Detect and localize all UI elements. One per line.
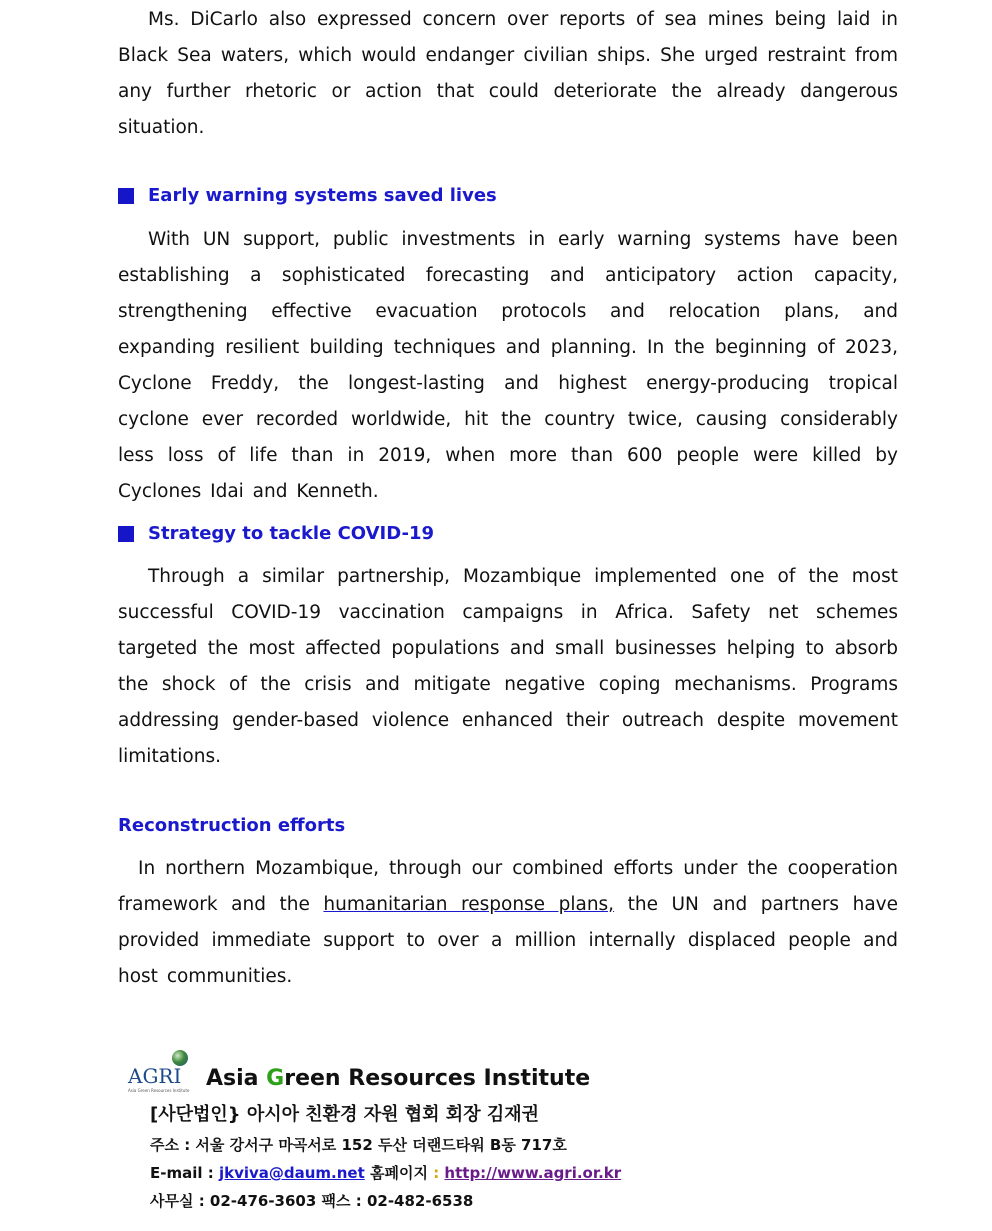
- email-label: E-mail :: [150, 1164, 219, 1182]
- address: 주소 : 서울 강서구 마곡서로 152 두산 더랜드타워 B동 717호: [150, 1136, 567, 1154]
- heading-text: Reconstruction efforts: [118, 815, 346, 836]
- section-heading-early-warning: [118, 185, 497, 206]
- section-heading-reconstruction: [118, 815, 345, 836]
- heading-text: Early warning systems saved lives: [148, 185, 497, 206]
- section-heading-covid: [118, 523, 434, 544]
- contact-line: [150, 1162, 621, 1183]
- agri-logo: [126, 1050, 192, 1096]
- humanitarian-response-plans-link[interactable]: humanitarian response plans,: [323, 894, 615, 915]
- text-span: In northern Mozambique, through our combined efforts under the cooperation framework and the: [118, 858, 898, 915]
- office-phone-fax: 사무실 : 02-476-3603 팩스 : 02-482-6538: [150, 1192, 474, 1210]
- homepage-link[interactable]: http://www.agri.or.kr: [444, 1164, 622, 1182]
- paragraph-covid: Through a similar partnership, Mozambique implemented one of the most successful COVID-19 vaccination campaigns in Africa. Safety net schemes targeted the most affected populations and small businesses helping to absorb the shock of the crisis and mitigate negative coping mechanisms. Programs addressing gender-based violence enhanced their outreach despite movement limitations.: [118, 566, 898, 767]
- org-name-green-letter: G: [266, 1066, 285, 1091]
- text-span: the UN and partners have provided immediate support to over a million internally displaced people and host communities.: [118, 894, 899, 987]
- heading-text: Strategy to tackle COVID-19: [148, 523, 435, 544]
- logo-subtext: Asia Green Resources Institute: [128, 1088, 190, 1093]
- korean-title: [사단법인} 아시아 친환경 자원 협회 회장 김재권: [150, 1104, 540, 1125]
- org-name-part: Asia: [206, 1066, 267, 1091]
- org-name-part: reen Resources Institute: [284, 1066, 591, 1091]
- homepage-colon: :: [433, 1164, 440, 1182]
- paragraph-dicarlo: Ms. DiCarlo also expressed concern over reports of sea mines being laid in Black Sea waters, which would endanger civilian ships. She urged restraint from any further rhetoric or action that could deteriorate the already dangerous situation.: [118, 9, 898, 138]
- paragraph-early-warning: With UN support, public investments in early warning systems have been establishing a sophisticated forecasting and anticipatory action capacity, strengthening effective evacuation protocols and relocation plans, and expanding resilient building techniques and planning. In the beginning of 2023, Cyclone Freddy, the longest-lasting and highest energy-producing tropical cyclone ever recorded worldwide, hit the country twice, causing considerably less loss of life than in 2019, when more than 600 people were killed by Cyclones Idai and Kenneth.: [118, 229, 898, 502]
- homepage-label: 홈페이지: [364, 1164, 434, 1182]
- square-bullet-icon: [118, 188, 134, 204]
- email-link[interactable]: jkviva@daum.net: [218, 1164, 365, 1182]
- square-bullet-icon: [118, 526, 134, 542]
- organization-name: [206, 1066, 590, 1091]
- logo-text: AGRI: [128, 1064, 182, 1088]
- paragraph-reconstruction: [118, 851, 898, 995]
